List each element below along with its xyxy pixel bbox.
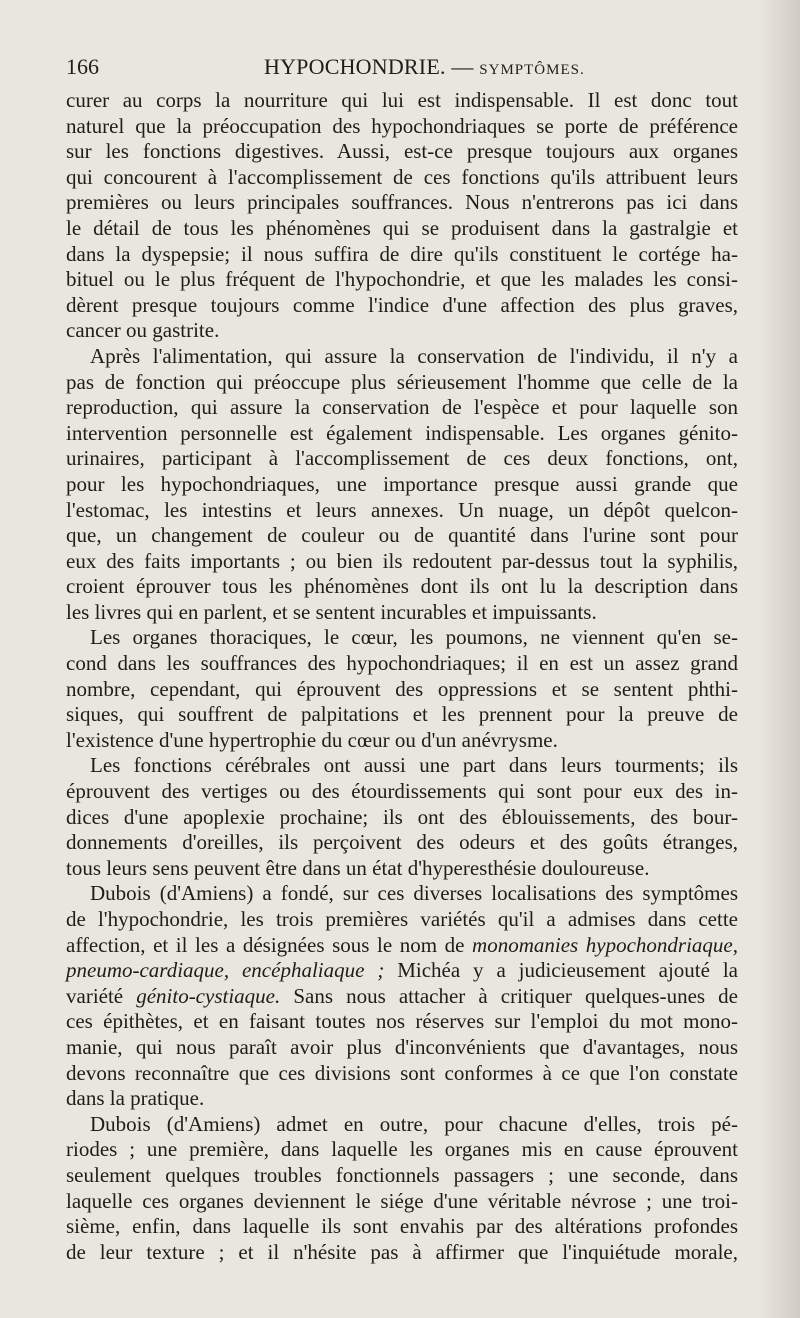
text-line: croient éprouver tous les phénomènes dont ils ont lu la description dans (66, 574, 738, 599)
text-line: de leur texture ; et il n'hésite pas à affirmer que l'inquiétude morale, (66, 1239, 738, 1264)
text-line (66, 933, 738, 959)
text-line: nombre, cependant, qui éprouvent des oppressions et se sentent phthi- (66, 676, 738, 701)
text-line: pas de fonction qui préoccupe plus sérieusement l'homme que celle de la (66, 369, 738, 394)
running-title-sub: SYMPTÔMES. (479, 62, 585, 78)
text-line: dices d'une apoplexie prochaine; ils ont des éblouissements, des bour- (66, 804, 738, 829)
italic-term: monomanies hypochondriaque, (472, 932, 738, 957)
italic-term: pneumo-cardiaque, encéphaliaque ; (66, 958, 385, 983)
text-line-segment: Sans nous attacher à critiquer quelques-unes de (293, 983, 738, 1008)
text-line: le détail de tous les phénomènes qui se produisent dans la gastralgie et (66, 215, 738, 240)
text-line-segment: affection, et il les a désignées sous le nom de (66, 932, 465, 957)
running-header (66, 52, 738, 82)
text-line: de l'hypochondrie, les trois premières variétés qu'il a admises dans cette (66, 907, 738, 931)
text-line: l'estomac, les intestins et leurs annexes. Un nuage, un dépôt quelcon- (66, 497, 738, 522)
text-line: dèrent presque toujours comme l'indice d'une affection des plus graves, (66, 292, 738, 317)
text-line-segment: Michéa y a judicieusement ajouté la (397, 958, 739, 983)
text-line: seulement quelques troubles fonctionnels passagers ; une seconde, dans (66, 1162, 738, 1187)
text-line: siques, qui souffrent de palpitations et les prennent pour la preuve de (66, 702, 738, 727)
text-line: tous leurs sens peuvent être dans un état d'hyperesthésie douloureuse. (66, 855, 650, 880)
paragraph-start-line: Les fonctions cérébrales ont aussi une part dans leurs tourments; ils (90, 753, 738, 778)
text-line: bituel ou le plus fréquent de l'hypochondrie, et que les malades les consi- (66, 267, 738, 292)
paragraph-start-line: Dubois (d'Amiens) a fondé, sur ces diverses localisations des symptômes (90, 881, 738, 906)
text-line: dans la dyspepsie; il nous suffira de dire qu'ils constituent le cortége ha- (66, 241, 738, 266)
text-line (66, 958, 738, 984)
text-line: donnements d'oreilles, ils perçoivent des odeurs et des goûts étranges, (66, 830, 738, 855)
text-line: devons reconnaître que ces divisions sont conformes à ce que l'on constate (66, 1060, 738, 1085)
text-line: riodes ; une première, dans laquelle les organes mis en cause éprouvent (66, 1137, 738, 1162)
text-line: sur les fonctions digestives. Aussi, est-ce presque toujours aux organes (66, 139, 738, 164)
text-line: eux des faits importants ; ou bien ils redoutent par-dessus tout la syphilis, (66, 548, 738, 573)
paragraph-start-line: Les organes thoraciques, le cœur, les poumons, ne viennent qu'en se- (90, 625, 738, 650)
text-line: les livres qui en parlent, et se sentent incurables et impuissants. (66, 599, 597, 624)
text-line: qui concourent à l'accomplissement de ces fonctions qu'ils attribuent leurs (66, 164, 738, 189)
text-line: ces épithètes, et en faisant toutes nos réserves sur l'emploi du mot mono- (66, 1009, 738, 1034)
text-line: que, un changement de couleur ou de quantité dans l'urine sont pour (66, 523, 738, 548)
text-line: dans la pratique. (66, 1086, 205, 1111)
running-title-main: HYPOCHONDRIE. — (264, 54, 474, 79)
text-line: naturel que la préoccupation des hypochondriaques se porte de préférence (66, 113, 738, 138)
text-line (66, 984, 738, 1010)
italic-term: génito-cystiaque. (136, 983, 281, 1008)
paragraph-start-line: Dubois (d'Amiens) admet en outre, pour chacune d'elles, trois pé- (90, 1111, 738, 1136)
text-line: éprouvent des vertiges ou des étourdissements qui sont pour eux des in- (66, 779, 738, 804)
text-line: sième, enfin, dans laquelle ils sont envahis par des altérations profondes (66, 1214, 738, 1239)
page-edge-shadow (760, 0, 800, 1318)
text-line: urinaires, participant à l'accomplissement de ces deux fonctions, ont, (66, 446, 738, 471)
text-line: cancer ou gastrite. (66, 318, 220, 343)
body-text (66, 88, 738, 1265)
text-line: manie, qui nous paraît avoir plus d'inconvénients que d'avantages, nous (66, 1034, 738, 1059)
text-line: curer au corps la nourriture qui lui est indispensable. Il est donc tout (66, 88, 738, 112)
running-title (264, 52, 585, 85)
text-line: reproduction, qui assure la conservation de l'espèce et pour laquelle son (66, 395, 738, 420)
paragraph-start-line: Après l'alimentation, qui assure la conservation de l'individu, il n'y a (90, 343, 738, 368)
text-line: cond dans les souffrances des hypochondriaques; il en est un assez grand (66, 651, 738, 676)
text-line: laquelle ces organes deviennent le siége d'une véritable névrose ; une troi- (66, 1188, 738, 1213)
text-line: premières ou leurs principales souffrances. Nous n'entrerons pas ici dans (66, 190, 738, 215)
text-line: l'existence d'une hypertrophie du cœur ou d'un anévrysme. (66, 727, 558, 752)
page-number: 166 (66, 54, 99, 79)
text-line: intervention personnelle est également indispensable. Les organes génito- (66, 420, 738, 445)
text-line: pour les hypochondriaques, une importance presque aussi grande que (66, 471, 738, 496)
text-line-segment: variété (66, 983, 124, 1008)
